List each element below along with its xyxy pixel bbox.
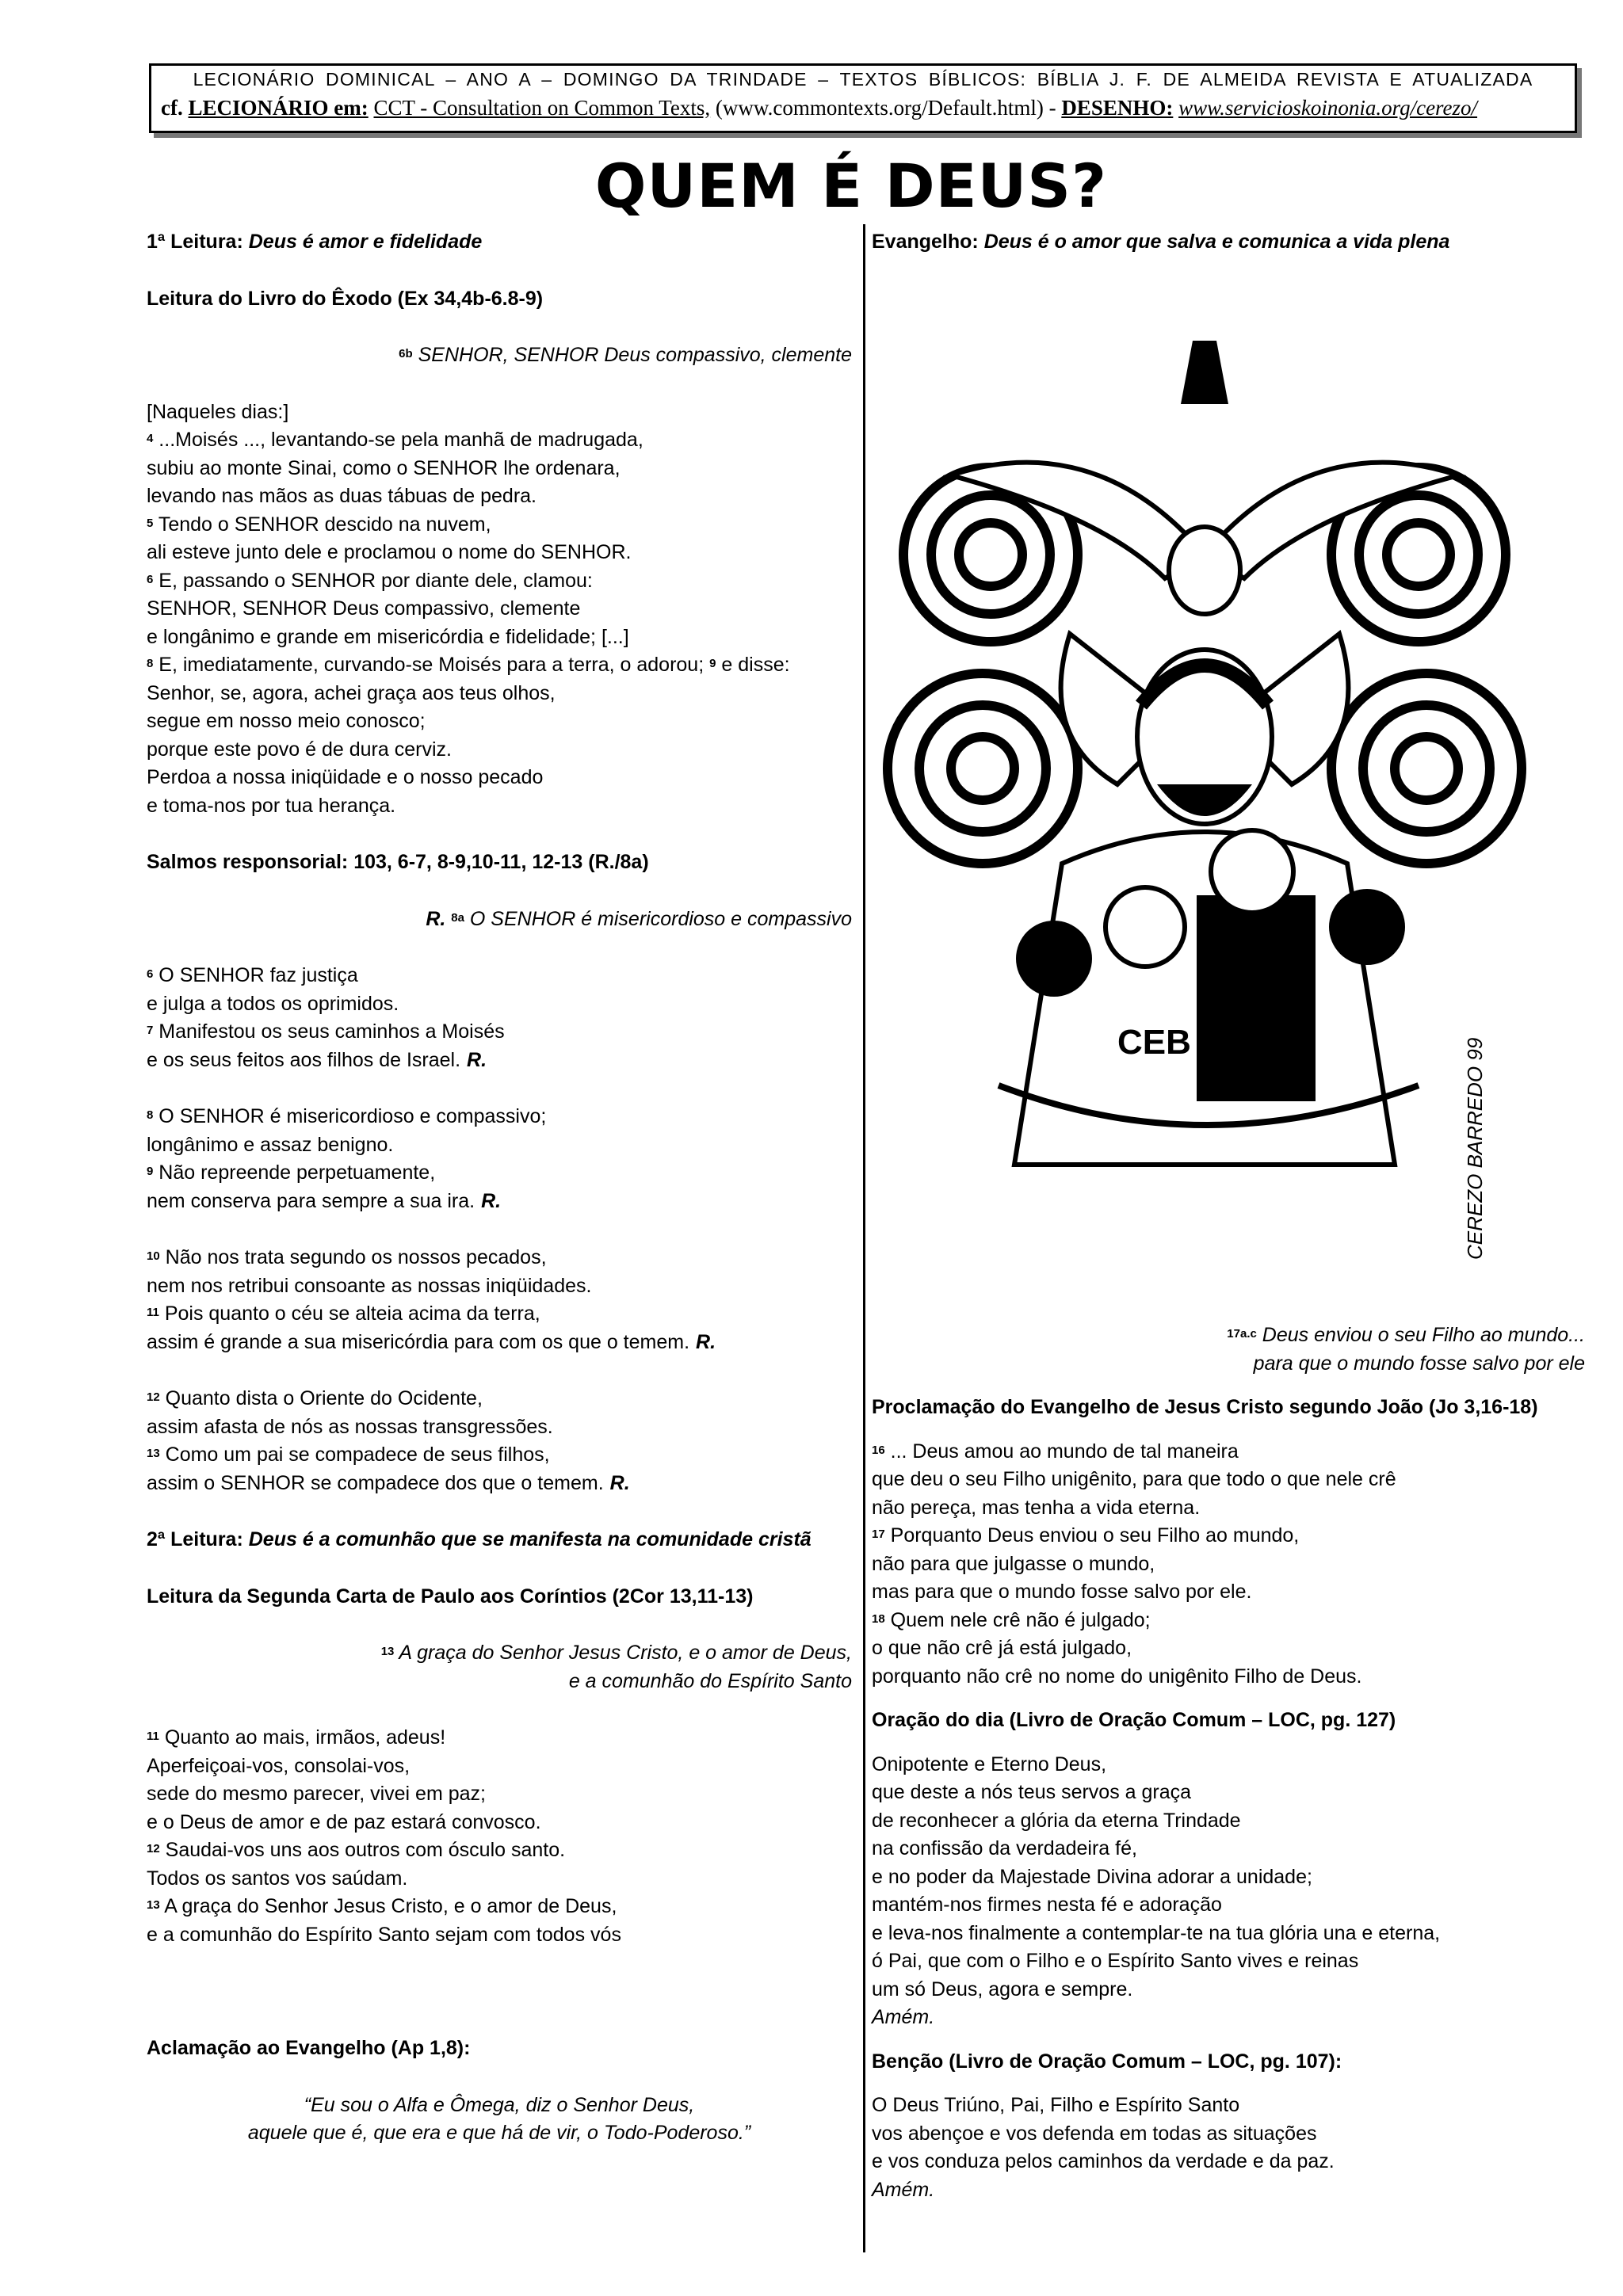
header-cf: cf.	[161, 96, 183, 120]
blessing-text: O Deus Triúno, Pai, Filho e Espírito Santo vos abençoe e vos defenda em todas as situações e vos conduza pelos caminhos da verdade e da paz. Amém.	[872, 2094, 1335, 2201]
reading-2-text: $^{11}$ Quanto ao mais, irmãos, adeus! Aperfeiçoai-vos, consolai-vos, sede do mesmo parecer, vivei em paz; e o Deus de amor e de paz estará convosco. $^{12}$ Saudai-vos uns aos outros com ósculo santo. Todos os santos vos saúdam. $^{13}$ A graça do Senhor Jesus Cristo, e o amor de Deus, e a comunhão do Espírito Santo sejam com todos vós	[147, 1726, 621, 1946]
child-head-girl	[1106, 887, 1185, 967]
trinity-illustration	[880, 293, 1529, 1307]
reading-1-text: [Naqueles dias:] $^4$ ...Moisés ..., levantando-se pela manhã de madrugada, subiu ao monte Sinai, como o SENHOR lhe ordenara, levando nas mãos as duas tábuas de pedra. $^5$ Tendo o SENHOR descido na nuvem, ali esteve junto dele e proclamou o nome do SENHOR. $^6$ E, passando o SENHOR por diante dele, clamou: SENHOR, SENHOR Deus compassivo, clemente e longânimo e grande em misericórdia e fidelidade; [...] $^8$ E, imediatamente, curvando-se Moisés para a terra, o adorou; $^9$ e disse: Senhor, se, agora, achei graça aos teus olhos, segue em nosso meio conosco; porque este povo é de dura cerviz. Perdoa a nossa iniqüidade e o nosso pecado e toma-nos por tua herança.	[147, 400, 790, 817]
header-line-1: LECIONÁRIO DOMINICAL – ANO A – DOMINGO DA TRINDADE – TEXTOS BÍBLICOS: BÍBLIA J. F. DE ALMEIDA REVISTA E ATUALIZADA	[193, 69, 1533, 90]
acclamation-heading: Aclamação ao Evangelho (Ap 1,8):	[147, 2037, 471, 2059]
page-title: QUEM É DEUS?	[594, 151, 1108, 221]
column-divider	[863, 224, 865, 2252]
ceb-shirt-text: CEB	[1117, 1023, 1191, 1062]
right-column	[872, 1322, 1585, 2204]
psalm-stanza-2: $^8$ O SENHOR é misericordioso e compassivo; longânimo e assaz benigno. $^9$ Não repreende perpetuamente, nem conserva para sempre a sua ira. R.	[147, 1105, 547, 1212]
gospel-heading-block	[872, 228, 1585, 257]
psalm-stanza-4: $^{12}$ Quanto dista o Oriente do Ocidente, assim afasta de nós as nossas transgressões. $^{13}$ Como um pai se compadece de seus filhos, assim o SENHOR se compadece dos que o temem. R.	[147, 1387, 630, 1494]
child-head-left	[1016, 921, 1092, 997]
psalm-response: R. $^{8a}$ O SENHOR é misericordioso e compassivo	[426, 907, 852, 930]
psalm-stanza-1: $^6$ O SENHOR faz justiça e julga a todos os oprimidos. $^7$ Manifestou os seus caminhos a Moisés e os seus feitos aos filhos de Israel. R.	[147, 964, 505, 1071]
gospel-heading: Evangelho: Deus é o amor que salva e comunica a vida plena	[872, 231, 1450, 253]
tower-spire	[1181, 341, 1228, 404]
header-lecionario: LECIONÁRIO em:	[188, 96, 369, 120]
acclamation-text: “Eu sou o Alfa e Ômega, diz o Senhor Deus, aquele que é, que era e que há de vir, o Todo-Poderoso.”	[247, 2093, 751, 2144]
gospel-key-verse: $^{17a.c}$ Deus enviou o seu Filho ao mundo... para que o mundo fosse salvo por ele	[1227, 1324, 1585, 1375]
header-desenho-link[interactable]: www.servicioskoinonia.org/cerezo/	[1178, 96, 1478, 120]
child-dark-shirt	[1197, 895, 1316, 1101]
child-head-boy	[1211, 830, 1293, 913]
header-desenho: DESENHO:	[1061, 96, 1174, 120]
header-box	[149, 63, 1577, 133]
header-line-2	[161, 96, 1568, 120]
dove-body	[1169, 527, 1240, 614]
reading-1-heading: 1ª Leitura: Deus é amor e fidelidade	[147, 231, 483, 253]
prayer-text: Onipotente e Eterno Deus, que deste a nós teus servos a graça de reconhecer a glória da eterna Trindade na confissão da verdadeira fé, e no poder da Majestade Divina adorar a unidade; mantém-nos firmes nesta fé e adoração e leva-nos finalmente a contemplar-te na tua glória una e eterna, ó Pai, que com o Filho e o Espírito Santo vives e reinas um só Deus, agora e sempre. Amém.	[872, 1753, 1441, 2028]
left-column	[147, 228, 852, 2148]
prayer-heading: Oração do dia (Livro de Oração Comum – LOC, pg. 127)	[872, 1709, 1396, 1731]
reading-1-book: Leitura do Livro do Êxodo (Ex 34,4b-6.8-9)	[147, 287, 544, 310]
reading-2-heading: 2ª Leitura: Deus é a comunhão que se manifesta na comunidade cristã	[147, 1528, 812, 1550]
header-cct-link[interactable]: CCT - Consultation on Common Texts,	[373, 96, 711, 120]
artist-signature: CEREZO BARREDO 99	[1463, 1037, 1487, 1260]
child-head-right	[1329, 889, 1405, 965]
psalm-heading: Salmos responsorial: 103, 6-7, 8-9,10-11, 12-13 (R./8a)	[147, 851, 649, 873]
psalm-stanza-3: $^{10}$ Não nos trata segundo os nossos pecados, nem nos retribui consoante as nossas iniqüidades. $^{11}$ Pois quanto o céu se alteia acima da terra, assim é grande a sua misericórdia para com os que o temem. R.	[147, 1246, 716, 1353]
gospel-proclamation-heading: Proclamação do Evangelho de Jesus Cristo segundo João (Jo 3,16-18)	[872, 1396, 1538, 1418]
header-cct-url: (www.commontexts.org/Default.html) -	[715, 96, 1056, 120]
reading-2-key-verse: $^{13}$ A graça do Senhor Jesus Cristo, e o amor de Deus, e a comunhão do Espírito Santo	[380, 1642, 852, 1692]
reading-1-key-verse: $^{6b}$ SENHOR, SENHOR Deus compassivo, clemente	[399, 344, 852, 366]
reading-2-book: Leitura da Segunda Carta de Paulo aos Coríntios (2Cor 13,11-13)	[147, 1585, 754, 1608]
blessing-heading: Benção (Livro de Oração Comum – LOC, pg. 107):	[872, 2050, 1342, 2073]
gospel-text: $^{16}$ ... Deus amou ao mundo de tal maneira que deu o seu Filho unigênito, para que todo o que nele crê não pereça, mas tenha a vida eterna. $^{17}$ Porquanto Deus enviou o seu Filho ao mundo, não para que julgasse o mundo, mas para que o mundo fosse salvo por ele. $^{18}$ Quem nele crê não é julgado; o que não crê já está julgado, porquanto não crê no nome do unigênito Filho de Deus.	[872, 1440, 1396, 1688]
